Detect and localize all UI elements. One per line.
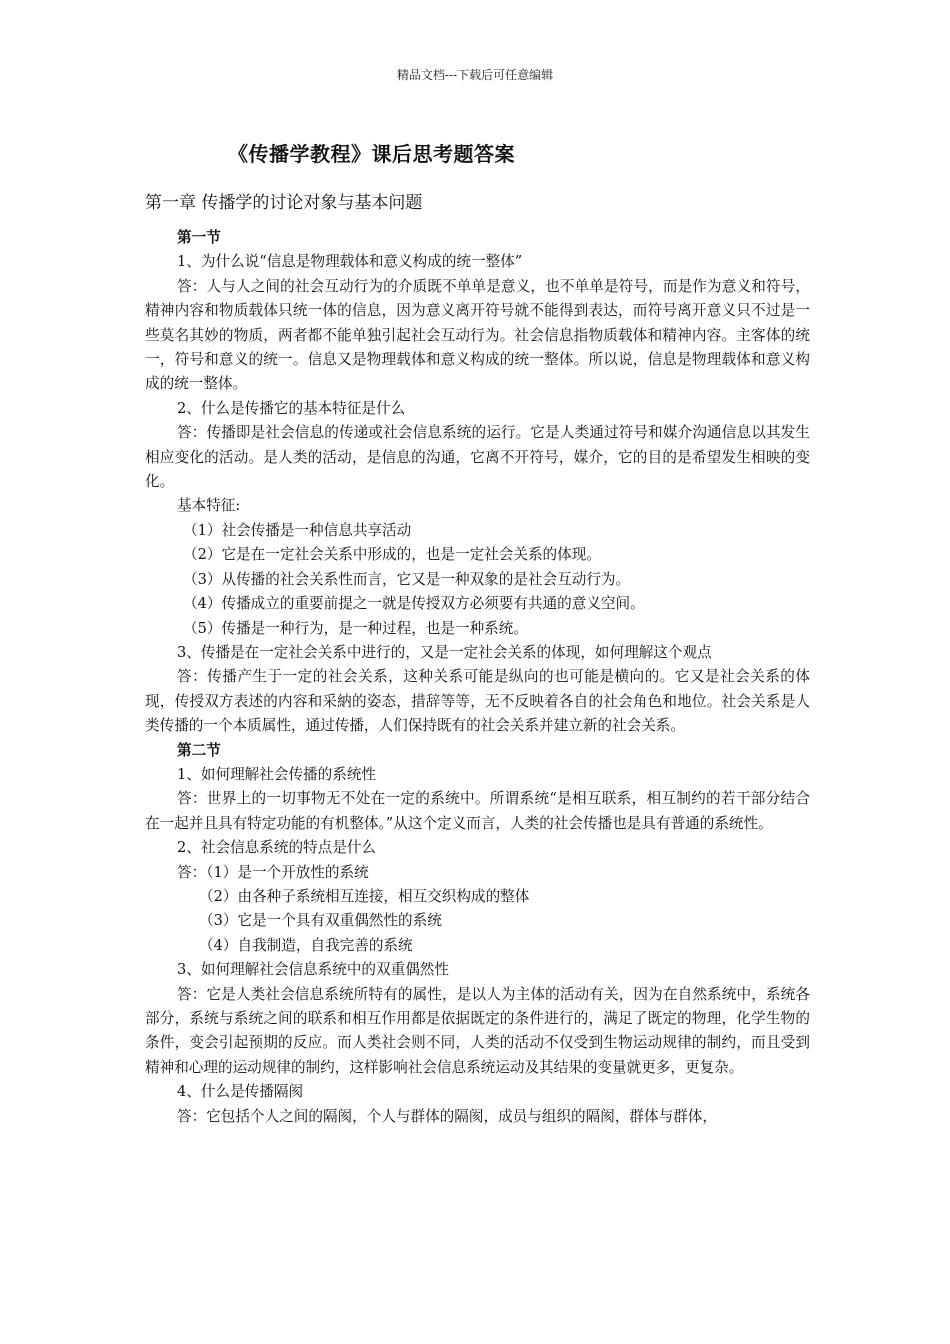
question-2-3: 3、如何理解社会信息系统中的双重偶然性	[177, 961, 449, 979]
feature-item: （4）传播成立的重要前提之一就是传授双方必须要有共通的意义空间。	[183, 595, 645, 613]
document-title: 《传播学教程》课后思考题答案	[228, 142, 515, 166]
question-2-1: 1、如何理解社会传播的系统性	[177, 765, 377, 783]
answer-item: （2）由各种子系统相互连接，相互交织构成的整体	[199, 887, 530, 905]
answer-1-3: 答：传播产生于一定的社会关系，这种关系可能是纵向的也可能是横向的。它又是社会关系的体现，传授双方表述的内容和采納的姿态，措辞等等，无不反映着各自的社会角色和地位。社会关系是人类传播的一个本质属性，通过传播，人们保持既有的社会关系并建立新的社会关系。	[145, 668, 810, 735]
feature-item: （3）从传播的社会关系性而言，它又是一种双象的是社会互动行为。	[183, 570, 631, 588]
question-1-2: 2、什么是传播它的基本特征是什么	[177, 399, 406, 417]
feature-item: （1）社会传播是一种信息共享活动	[183, 521, 412, 539]
answer-1-1: 答：人与人之间的社会互动行为的介质既不单单是意义，也不单单是符号，而是作为意义和符号，精神内容和物质载体只统一体的信息，因为意义离开符号就不能得到表达，而符号离开意义只不过是一些莫名其妙的物质，两者都不能单独引起社会互动行为。社会信息指物质载体和精神内容。主客体的统一，符号和意义的统一。信息又是物理载体和意义构成的统一整体。所以说，信息是物理载体和意义构成的统一整体。	[145, 277, 810, 393]
section-heading-2: 第二节	[177, 741, 221, 759]
question-1-3: 3、传播是在一定社会关系中进行的，又是一定社会关系的体现，如何理解这个观点	[177, 643, 712, 661]
answer-2-4: 答：它包括个人之间的隔阂，个人与群体的隔阂，成员与组织的隔阂，群体与群体，	[177, 1107, 717, 1125]
feature-item: （5）传播是一种行为，是一种过程，也是一种系统。	[183, 619, 528, 637]
document-body	[145, 226, 810, 1129]
answer-item: （4）自我制造，自我完善的系统	[199, 936, 413, 954]
answer-1-2: 答：传播即是社会信息的传递或社会信息系统的运行。它是人类通过符号和媒介沟通信息以其发生相应变化的活动。是人类的活动，是信息的沟通，它离不开符号，媒介，它的目的是希望发生相映的变化。	[145, 424, 810, 491]
chapter-heading: 第一章 传播学的讨论对象与基本问题	[145, 193, 423, 213]
question-2-4: 4、什么是传播隔阂	[177, 1083, 304, 1101]
question-2-2: 2、社会信息系统的特点是什么	[177, 839, 377, 857]
answer-2-1: 答：世界上的一切事物无不处在一定的系统中。所谓系统“是相互联系，相互制约的若干部分结合在一起并且具有特定功能的有机整体。”从这个定义而言，人类的社会传播也是具有普通的系统性。	[145, 790, 810, 832]
features-label: 基本特征:	[177, 497, 241, 515]
answer-2-3: 答：它是人类社会信息系统所特有的属性，是以人为主体的活动有关，因为在自然系统中，系统各部分，系统与系统之间的联系和相互作用都是依据既定的条件进行的，满足了既定的物理，化学生物的条件，变会引起预期的反应。而人类社会则不同，人类的活动不仅受到生物运动规律的制约，而且受到精神和心理的运动规律的制约，这样影响社会信息系统运动及其结果的变量就更多，更复杂。	[145, 985, 810, 1076]
answer-item: （3）它是一个具有双重偶然性的系统	[199, 912, 442, 930]
question-1-1: 1、为什么说“信息是物理载体和意义构成的统一整体”	[177, 253, 523, 271]
feature-item: （2）它是在一定社会关系中形成的，也是一定社会关系的体现。	[183, 546, 601, 564]
answer-2-2-first: 答：（1）是一个开放性的系统	[177, 863, 369, 881]
page-header: 精品文档---下载后可任意编辑	[396, 68, 554, 82]
section-heading-1: 第一节	[177, 229, 221, 246]
